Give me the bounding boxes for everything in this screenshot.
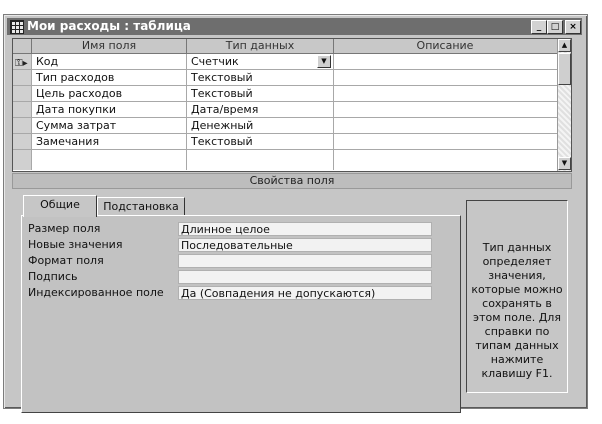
- tab-lookup[interactable]: Подстановка: [97, 197, 185, 216]
- row-selector[interactable]: [13, 54, 32, 69]
- data-type-cell[interactable]: [187, 150, 334, 170]
- tab-general[interactable]: Общие: [23, 195, 97, 217]
- property-value[interactable]: Последовательные: [178, 238, 432, 252]
- window-title: Мои расходы : таблица: [27, 19, 191, 33]
- table-row[interactable]: [13, 102, 571, 118]
- field-properties-title: Свойства поля: [12, 173, 572, 189]
- row-selector[interactable]: [13, 150, 32, 170]
- property-row[interactable]: [28, 270, 448, 285]
- table-row[interactable]: [13, 86, 571, 102]
- title-bar[interactable]: [7, 18, 582, 35]
- maximize-button[interactable]: □: [547, 20, 563, 34]
- scroll-thumb[interactable]: [558, 53, 571, 85]
- property-label: Новые значения: [28, 238, 123, 251]
- property-value[interactable]: [178, 270, 432, 284]
- table-design-window: [3, 14, 588, 409]
- minimize-button[interactable]: _: [531, 20, 547, 34]
- data-type-cell[interactable]: Текстовый: [187, 134, 334, 149]
- table-row[interactable]: [13, 134, 571, 150]
- property-value[interactable]: Да (Совпадения не допускаются): [178, 286, 432, 300]
- column-header-field-name[interactable]: Имя поля: [32, 39, 187, 53]
- property-label: Размер поля: [28, 222, 101, 235]
- property-row[interactable]: [28, 238, 448, 253]
- field-name-cell[interactable]: Дата покупки: [32, 102, 187, 117]
- row-selector[interactable]: [13, 70, 32, 85]
- property-row[interactable]: [28, 286, 448, 301]
- description-cell[interactable]: [334, 102, 558, 117]
- table-row[interactable]: [13, 54, 571, 70]
- row-selector[interactable]: [13, 86, 32, 101]
- field-grid: [12, 38, 572, 172]
- field-name-cell[interactable]: Код: [32, 54, 187, 69]
- property-row[interactable]: [28, 254, 448, 269]
- field-name-cell[interactable]: Тип расходов: [32, 70, 187, 85]
- field-name-cell[interactable]: Сумма затрат: [32, 118, 187, 133]
- close-button[interactable]: ×: [565, 20, 581, 34]
- column-header-description[interactable]: Описание: [416, 39, 474, 52]
- row-selector[interactable]: [13, 102, 32, 117]
- data-type-cell[interactable]: Текстовый: [187, 86, 334, 101]
- table-icon: [10, 20, 24, 34]
- table-row[interactable]: [13, 150, 571, 165]
- field-name-cell[interactable]: Цель расходов: [32, 86, 187, 101]
- primary-key-icon: ⚿▸: [15, 58, 28, 69]
- data-type-cell[interactable]: Дата/время: [187, 102, 334, 117]
- row-selector[interactable]: [13, 118, 32, 133]
- chevron-down-icon[interactable]: ▼: [317, 55, 331, 68]
- property-value[interactable]: [178, 254, 432, 268]
- property-help-box: [466, 200, 568, 393]
- description-cell[interactable]: [334, 54, 558, 69]
- vertical-scrollbar[interactable]: [557, 39, 571, 171]
- row-selector[interactable]: [13, 134, 32, 149]
- description-cell[interactable]: [334, 118, 558, 133]
- general-properties-panel: [21, 215, 461, 413]
- property-help-text: Тип данных определяет значения, которые можно сохранять в этом поле. Для справки по типам данных нажмите клавишу F1.: [471, 241, 563, 380]
- property-label: Подпись: [28, 270, 78, 283]
- data-type-cell[interactable]: Денежный: [187, 118, 334, 133]
- column-header-data-type[interactable]: Тип данных: [187, 39, 334, 53]
- property-label: Индексированное поле: [28, 286, 164, 299]
- description-cell[interactable]: [334, 134, 558, 149]
- field-name-cell[interactable]: [32, 150, 187, 170]
- table-row[interactable]: [13, 70, 571, 86]
- row-selector-header: [13, 39, 32, 53]
- property-label: Формат поля: [28, 254, 104, 267]
- scroll-down-icon[interactable]: ▼: [558, 157, 571, 170]
- scroll-up-icon[interactable]: ▲: [558, 39, 571, 52]
- property-value[interactable]: Длинное целое: [178, 222, 432, 236]
- property-row[interactable]: [28, 222, 448, 237]
- data-type-cell[interactable]: [187, 54, 334, 69]
- data-type-value: Счетчик: [191, 55, 239, 68]
- description-cell[interactable]: [334, 86, 558, 101]
- table-row[interactable]: [13, 118, 571, 134]
- field-name-cell[interactable]: Замечания: [32, 134, 187, 149]
- data-type-cell[interactable]: Текстовый: [187, 70, 334, 85]
- description-cell[interactable]: [334, 70, 558, 85]
- grid-header: [13, 39, 571, 54]
